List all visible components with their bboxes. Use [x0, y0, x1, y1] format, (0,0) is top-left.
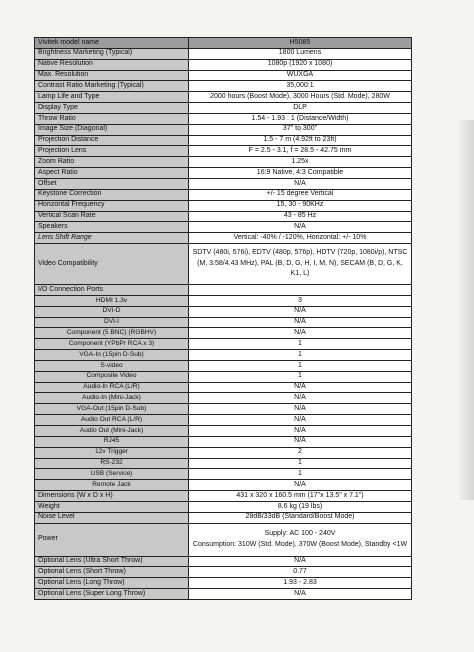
spec-label: Zoom Ratio [35, 157, 189, 168]
spec-value: N/A [189, 222, 412, 233]
header-label: Vivitek model name [35, 38, 189, 49]
port-label: Component (YPbPr RCA x 3) [35, 339, 189, 350]
spec-row [35, 81, 412, 92]
port-label: RJ45 [35, 436, 189, 447]
spec-label: Projection Distance [35, 135, 189, 146]
spec-row [35, 70, 412, 81]
port-label: Audio-In (Mini-Jack) [35, 393, 189, 404]
spec-label: Horizontal Frequency [35, 200, 189, 211]
model-name: H5085 [189, 38, 412, 49]
port-label: HDMI 1.3v [35, 295, 189, 306]
port-label: USB (Service) [35, 469, 189, 480]
lens-label: Optional Lens (Ultra Short Throw) [35, 556, 189, 567]
spec-value: 1.54 - 1.93 : 1 (Distance/Width) [189, 113, 412, 124]
spec-value: N/A [189, 178, 412, 189]
spec-value: F = 2.5 - 3.1, f = 28.5 - 42.75 mm [189, 146, 412, 157]
lens-value: N/A [189, 589, 412, 600]
spec-row [35, 491, 412, 502]
port-row [35, 469, 412, 480]
spec-value: WUXGA [189, 70, 412, 81]
port-value: N/A [189, 480, 412, 491]
spec-value: Vertical: -40% / -120%, Horizontal: +/- 10% [189, 233, 412, 244]
spec-label: Projection Lens [35, 146, 189, 157]
spec-row [35, 512, 412, 523]
spec-label: Lamp Life and Type [35, 92, 189, 103]
port-label: VGA-In (15pin D-Sub) [35, 350, 189, 361]
port-value: N/A [189, 436, 412, 447]
spec-row [35, 168, 412, 179]
spec-row [35, 48, 412, 59]
lens-row [35, 578, 412, 589]
port-row [35, 371, 412, 382]
port-label: Audio Out RCA (L/R) [35, 415, 189, 426]
spec-value: 35,000:1 [189, 81, 412, 92]
spec-table [34, 37, 412, 600]
spec-label: Offset [35, 178, 189, 189]
power-label: Power [35, 523, 189, 556]
port-row [35, 426, 412, 437]
spec-label: Aspect Ratio [35, 168, 189, 179]
spec-value: 16:9 Native, 4:3 Compatible [189, 168, 412, 179]
spec-label: Native Resolution [35, 59, 189, 70]
power-supply: Supply: AC 100 - 240V [264, 530, 336, 538]
spec-value: 1.25x [189, 157, 412, 168]
spec-label: Weight [35, 501, 189, 512]
port-row [35, 393, 412, 404]
port-row [35, 350, 412, 361]
port-label: Composite Video [35, 371, 189, 382]
port-label: Audio-In RCA (L/R) [35, 382, 189, 393]
port-value: 1 [189, 360, 412, 371]
port-value: 1 [189, 469, 412, 480]
lens-label: Optional Lens (Short Throw) [35, 567, 189, 578]
port-row [35, 317, 412, 328]
lens-label: Optional Lens (Long Throw) [35, 578, 189, 589]
spec-value: 1800 Lumens [189, 48, 412, 59]
spec-row [35, 178, 412, 189]
spec-value: DLP [189, 103, 412, 114]
spec-label: Throw Ratio [35, 113, 189, 124]
spec-row [35, 233, 412, 244]
spec-row [35, 211, 412, 222]
spec-value: 1.5 - 7 m (4.92ft to 23ft) [189, 135, 412, 146]
spec-value: 431 x 320 x 160.5 mm (17"x 13.5" x 7.1") [189, 491, 412, 502]
lens-label: Optional Lens (Super Long Throw) [35, 589, 189, 600]
video-value: SDTV (480i, 576i), EDTV (480p, 576p), HDTV (720p, 1080i/p), NTSC (M, 3.58/4.43 MHz), PAL (B, D, G, H, I, M, N), SECAM (B, D, G, K, K1, L) [189, 244, 412, 285]
spec-label: Display Type [35, 103, 189, 114]
power-value [189, 523, 412, 556]
port-row [35, 447, 412, 458]
lens-row [35, 556, 412, 567]
port-value: 1 [189, 339, 412, 350]
spec-row [35, 200, 412, 211]
port-value: N/A [189, 393, 412, 404]
spec-value: 2000 hours (Boost Mode), 3000 Hours (Std. Mode), 280W [189, 92, 412, 103]
spec-row [35, 222, 412, 233]
video-row [35, 244, 412, 285]
port-value: N/A [189, 306, 412, 317]
spec-row [35, 135, 412, 146]
port-label: DVI-I [35, 317, 189, 328]
port-label: VGA-Out (15pin D-Sub) [35, 404, 189, 415]
spec-label: Contrast Ratio Marketing (Typical) [35, 81, 189, 92]
port-row [35, 458, 412, 469]
port-value: 1 [189, 350, 412, 361]
spec-label: Lens Shift Range [35, 233, 189, 244]
port-row [35, 382, 412, 393]
io-header-row [35, 285, 412, 296]
spec-value: 8.6 kg (19 lbs) [189, 501, 412, 512]
port-row [35, 360, 412, 371]
lens-value: 0.77 [189, 567, 412, 578]
lens-value: N/A [189, 556, 412, 567]
port-value: N/A [189, 415, 412, 426]
port-row [35, 306, 412, 317]
spec-value: 37" to 300" [189, 124, 412, 135]
port-row [35, 415, 412, 426]
port-label: 12v Trigger [35, 447, 189, 458]
port-value: 1 [189, 371, 412, 382]
port-row [35, 404, 412, 415]
spec-label: Max. Resolution [35, 70, 189, 81]
port-label: Component (5 BNC) (RGBHV) [35, 328, 189, 339]
port-row [35, 436, 412, 447]
io-value-empty [189, 285, 412, 296]
port-label: S-video [35, 360, 189, 371]
port-row [35, 480, 412, 491]
lens-row [35, 567, 412, 578]
port-value: N/A [189, 426, 412, 437]
spec-label: Speakers [35, 222, 189, 233]
port-value: N/A [189, 382, 412, 393]
spec-label: Noise Level [35, 512, 189, 523]
port-value: 1 [189, 458, 412, 469]
spec-row [35, 189, 412, 200]
power-row [35, 523, 412, 556]
io-label: I/O Connection Ports [35, 285, 189, 296]
spec-row [35, 113, 412, 124]
port-value: 3 [189, 295, 412, 306]
spec-value: +/- 15 degree Vertical [189, 189, 412, 200]
header-row [35, 38, 412, 49]
port-value: N/A [189, 404, 412, 415]
spec-value: 43 - 85 Hz [189, 211, 412, 222]
spec-label: Brightness Marketing (Typical) [35, 48, 189, 59]
power-consumption: Consumption: 310W (Std. Mode), 370W (Boost Mode), Standby <1W [192, 540, 408, 548]
spec-row [35, 157, 412, 168]
port-row [35, 295, 412, 306]
spec-value: 1080p (1920 x 1080) [189, 59, 412, 70]
lens-row [35, 589, 412, 600]
port-row [35, 339, 412, 350]
spec-label: Vertical Scan Rate [35, 211, 189, 222]
spec-value: 15, 30 - 90KHz [189, 200, 412, 211]
spec-label: Dimensions (W x D x H) [35, 491, 189, 502]
spec-row [35, 124, 412, 135]
page-shadow [456, 120, 474, 500]
port-label: Audio Out (Mini-Jack) [35, 426, 189, 437]
spec-row [35, 501, 412, 512]
port-row [35, 328, 412, 339]
video-label: Video Compatibility [35, 244, 189, 285]
spec-label: Keystone Correction [35, 189, 189, 200]
spec-row [35, 59, 412, 70]
spec-value: 28dB/33dB (Standard/Boost Mode) [189, 512, 412, 523]
port-value: N/A [189, 317, 412, 328]
port-label: Remote Jack [35, 480, 189, 491]
spec-row [35, 103, 412, 114]
spec-row [35, 92, 412, 103]
spec-row [35, 146, 412, 157]
port-label: DVI-D [35, 306, 189, 317]
spec-label: Image Size (Diagonal) [35, 124, 189, 135]
port-value: 2 [189, 447, 412, 458]
spec-table-body [35, 38, 412, 600]
lens-value: 1.93 - 2.83 [189, 578, 412, 589]
port-value: N/A [189, 328, 412, 339]
port-label: RS-232 [35, 458, 189, 469]
